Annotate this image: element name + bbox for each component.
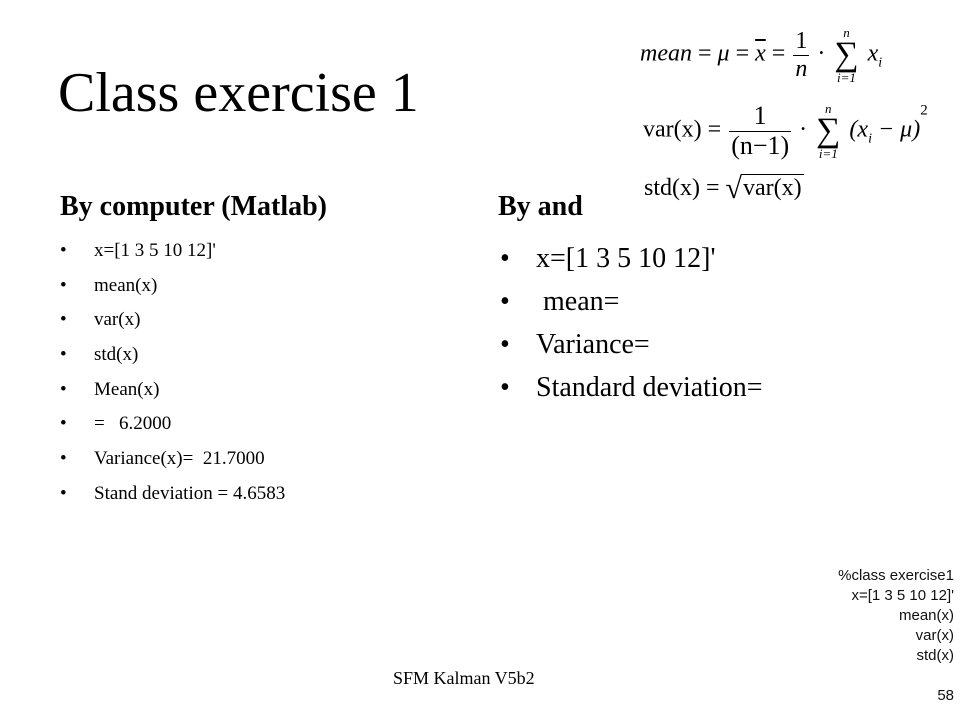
mean-formula-term-sub: i <box>878 55 883 71</box>
list-item-text: var(x) <box>94 309 141 331</box>
slide-number: 58 <box>937 687 954 704</box>
list-item <box>60 344 285 379</box>
list-item <box>60 379 285 414</box>
bullet-icon: • <box>500 286 510 317</box>
list-item-text: Mean(x) <box>94 378 160 400</box>
std-formula-radicand: var(x) <box>743 175 802 201</box>
right-column-heading: By and <box>498 191 583 222</box>
code-note-line: %class exercise1 <box>838 567 954 584</box>
code-notes <box>838 566 954 666</box>
bullet-icon: • <box>500 243 510 274</box>
variance-formula-term: (x <box>849 116 869 143</box>
variance-formula-power: 2 <box>920 102 928 119</box>
list-item <box>60 309 285 344</box>
std-formula-lhs: std(x) <box>644 175 700 201</box>
bullet-icon: • <box>60 240 67 261</box>
mean-formula-frac-num: 1 <box>795 28 808 55</box>
std-formula <box>644 172 804 206</box>
right-bullet-list <box>500 242 763 414</box>
mean-formula-term: x <box>867 40 879 67</box>
variance-formula-fraction <box>729 102 791 160</box>
variance-formula-frac-num: 1 <box>753 101 767 130</box>
bullet-icon: • <box>60 344 67 366</box>
list-item-text: mean= <box>536 286 620 317</box>
bullet-icon: • <box>60 274 67 296</box>
list-item-text: mean(x) <box>94 274 158 296</box>
mean-formula-mu: μ <box>717 40 730 67</box>
list-item-text: Stand deviation = 4.6583 <box>94 482 286 504</box>
variance-formula-equals: = <box>707 116 722 143</box>
list-item-text: x=[1 3 5 10 12]' <box>536 243 716 274</box>
mean-formula-xbar: $\overline{x}$ <box>755 40 766 67</box>
summation-icon: ∑ <box>816 112 841 150</box>
mean-formula-frac-den: n <box>795 55 808 82</box>
bullet-icon: • <box>60 482 67 504</box>
summation-icon: ∑ <box>834 36 859 73</box>
variance-formula-frac-den: (n−1) <box>731 130 790 160</box>
list-item <box>60 413 285 448</box>
list-item <box>60 240 285 275</box>
variance-formula-term-sub: i <box>868 131 872 147</box>
list-item-text: std(x) <box>94 344 139 366</box>
list-item <box>500 242 763 285</box>
bullet-icon: • <box>500 372 510 403</box>
list-item-text: Standard deviation= <box>536 372 763 403</box>
variance-formula-sum <box>816 102 840 160</box>
list-item-text: Variance= <box>536 329 650 360</box>
list-item-text: = 6.2000 <box>94 413 172 435</box>
variance-formula-term-rest: − μ) <box>871 116 921 143</box>
list-item <box>500 285 763 328</box>
mean-formula-equals-3: = <box>771 40 786 67</box>
mean-formula <box>640 26 882 84</box>
mean-formula-equals-1: = <box>697 40 712 67</box>
code-note-line: var(x) <box>915 627 954 644</box>
mean-formula-dot: · <box>817 40 826 67</box>
bullet-icon: • <box>60 448 67 470</box>
variance-formula-sum-bottom: i=1 <box>818 146 838 162</box>
bullet-icon: • <box>60 413 67 435</box>
code-note-line: std(x) <box>916 647 954 664</box>
list-item-text: x=[1 3 5 10 12]' <box>94 240 216 261</box>
list-item <box>500 328 763 371</box>
bullet-icon: • <box>60 309 67 331</box>
mean-formula-sum-top: n <box>843 25 850 40</box>
list-item <box>60 448 285 483</box>
variance-formula-dot: · <box>799 116 808 143</box>
variance-formula-sum-top: n <box>825 101 832 117</box>
variance-formula-lhs: var(x) <box>643 116 702 143</box>
slide-title: Class exercise 1 <box>58 62 419 124</box>
bullet-icon: • <box>500 329 510 360</box>
slide-footer: SFM Kalman V5b2 <box>393 668 535 688</box>
list-item-text: Variance(x)= 21.7000 <box>94 448 265 470</box>
code-note-line: x=[1 3 5 10 12]' <box>851 587 954 604</box>
square-root-icon: √ <box>725 172 743 205</box>
mean-formula-fraction <box>793 28 809 82</box>
list-item <box>500 371 763 414</box>
mean-formula-equals-2: = <box>735 40 750 67</box>
code-note-line: mean(x) <box>898 607 954 624</box>
left-column-heading: By computer (Matlab) <box>60 191 327 222</box>
mean-formula-lhs: mean <box>640 40 692 67</box>
variance-formula <box>643 102 928 160</box>
left-bullet-list <box>60 240 285 518</box>
mean-formula-sum-bottom: i=1 <box>837 70 856 85</box>
list-item <box>60 275 285 310</box>
bullet-icon: • <box>60 378 67 400</box>
std-formula-equals: = <box>706 175 720 201</box>
mean-formula-sum <box>834 26 858 84</box>
list-item <box>60 483 285 518</box>
